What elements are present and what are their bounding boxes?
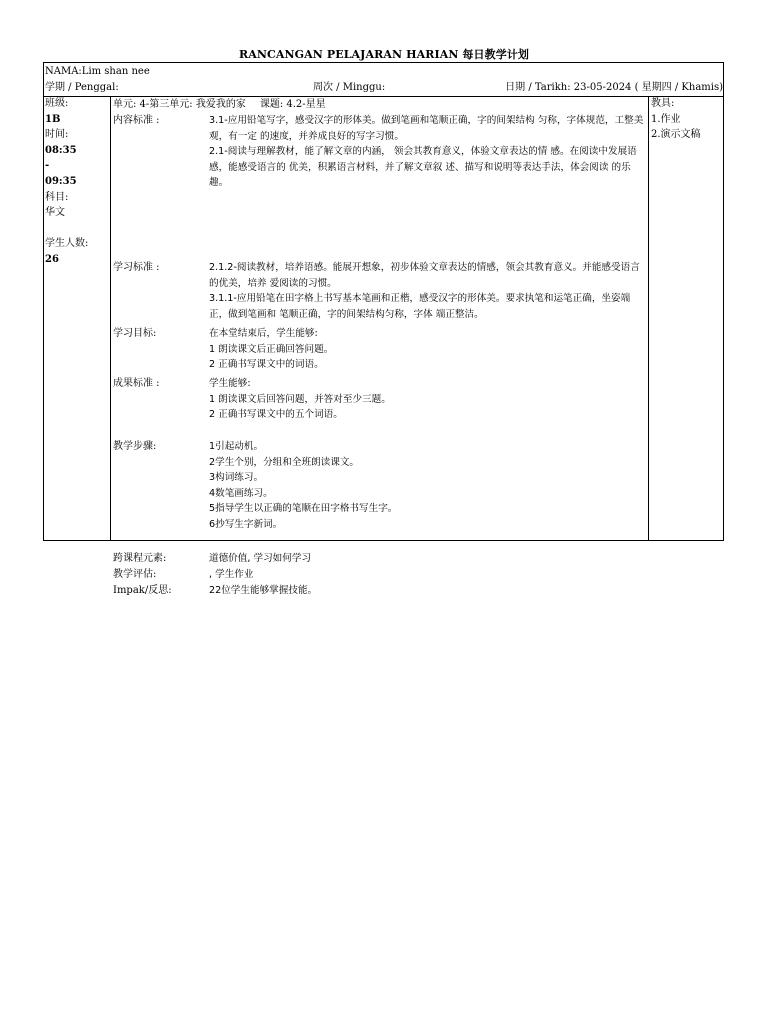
time-label: 时间: (45, 129, 69, 141)
time-start: 08:35 (45, 144, 77, 156)
topic-title: 课题: 4.2-星星 (259, 99, 326, 110)
outcome-label: 成果标准 : (113, 378, 160, 389)
outcome-item: 2 正确书写课文中的五个词语。 (209, 409, 343, 421)
term-row (44, 79, 723, 97)
class-info-column (44, 96, 111, 540)
cross-curricular-value: 道德价值, 学习如何学习 (209, 553, 312, 564)
impact-value: 22位学生能够掌握技能。 (209, 585, 318, 596)
lesson-plan-table (43, 62, 724, 596)
teacher-name: NAMA:Lim shan nee (45, 66, 150, 77)
date-field: 日期 / Tarikh: 23-05-2024 ( 星期四 / Khamis) (505, 82, 723, 93)
page-title: RANCANGAN PELAJARAN HARIAN 每日教学计划 (238, 48, 530, 61)
objective-item: 1 朗读课文后正确回答问题。 (209, 343, 334, 355)
impact-label: Impak/反思: (113, 585, 172, 596)
evaluation-label: 教学评估: (113, 569, 157, 580)
evaluation-value: , 学生作业 (209, 569, 254, 580)
class-value: 1B (45, 113, 61, 125)
steps-label: 教学步骤: (113, 441, 157, 452)
step-item: 6抄写生字新词。 (209, 518, 283, 530)
learning-standard-label: 学习标准 : (113, 262, 160, 273)
learning-standard-item: 2.1.2-阅读教材，培养语感。能展开想象，初步体验文章表达的情感，领会其教育意义。并能感受语言的优美，培养 爱阅读的习惯。 (209, 262, 640, 289)
unit-title: 单元: 4-第三单元: 我爱我的家 (113, 99, 246, 110)
lesson-details-column (111, 96, 649, 596)
step-item: 4数笔画练习。 (209, 487, 273, 499)
teaching-aid-item: 1.作业 (651, 113, 681, 125)
objective-item: 2 正确书写课文中的词语。 (209, 359, 324, 371)
step-item: 5指导学生以正确的笔顺在田字格书写生字。 (209, 503, 398, 515)
content-standard-label: 内容标准 : (113, 115, 160, 126)
name-row (44, 63, 723, 79)
objective-item: 在本堂结束后，学生能够: (209, 328, 318, 339)
students-label: 学生人数: (45, 238, 89, 250)
time-end: 09:35 (45, 175, 77, 187)
students-value: 26 (45, 253, 59, 265)
teaching-aids-column (649, 96, 723, 540)
week-field: 周次 / Minggu: (313, 82, 386, 93)
subject-label: 科目: (45, 191, 69, 203)
learning-standard-item: 3.1.1-应用铅笔在田字格上书写基本笔画和正楷，感受汉字的形体美。要求执笔和运笔正确，坐姿端正，做到笔画和 笔顺正确，字的间架结构匀称，字体 端正整洁。 (209, 293, 631, 320)
teaching-aids-label: 教具: (651, 98, 675, 109)
outcome-item: 1 朗读课文后回答问题，并答对至少三题。 (209, 393, 391, 405)
content-standard-item: 3.1-应用铅笔写字，感受汉字的形体美。做到笔画和笔顺正确，字的间架结构 匀称，字体规范，工整美观，有一定 的速度，并养成良好的写字习惯。 (209, 115, 644, 142)
teaching-aid-item: 2.演示文稿 (651, 129, 701, 141)
cross-curricular-label: 跨课程元素: (113, 553, 167, 564)
step-item: 2学生个别，分组和全班朗读课文。 (209, 456, 360, 468)
content-standard-item: 2.1-阅读与理解教材，能了解文章的内涵， 领会其教育意义，体验文章表达的情 感。在阅读中发展语感，能感受语言的 优美，积累语言材料，并了解文章叙 述、描写和说明等表达手法，体会阅读 的乐趣。 (209, 146, 637, 189)
objective-label: 学习目标: (113, 328, 157, 339)
term-field: 学期 / Penggal: (45, 82, 119, 93)
class-label: 班级: (45, 98, 69, 109)
step-item: 1引起动机。 (209, 441, 264, 452)
time-dash: - (45, 160, 50, 172)
outcome-item: 学生能够: (209, 378, 251, 389)
subject-value: 华文 (45, 207, 65, 219)
step-item: 3构词练习。 (209, 472, 264, 484)
unit-line (113, 97, 326, 113)
